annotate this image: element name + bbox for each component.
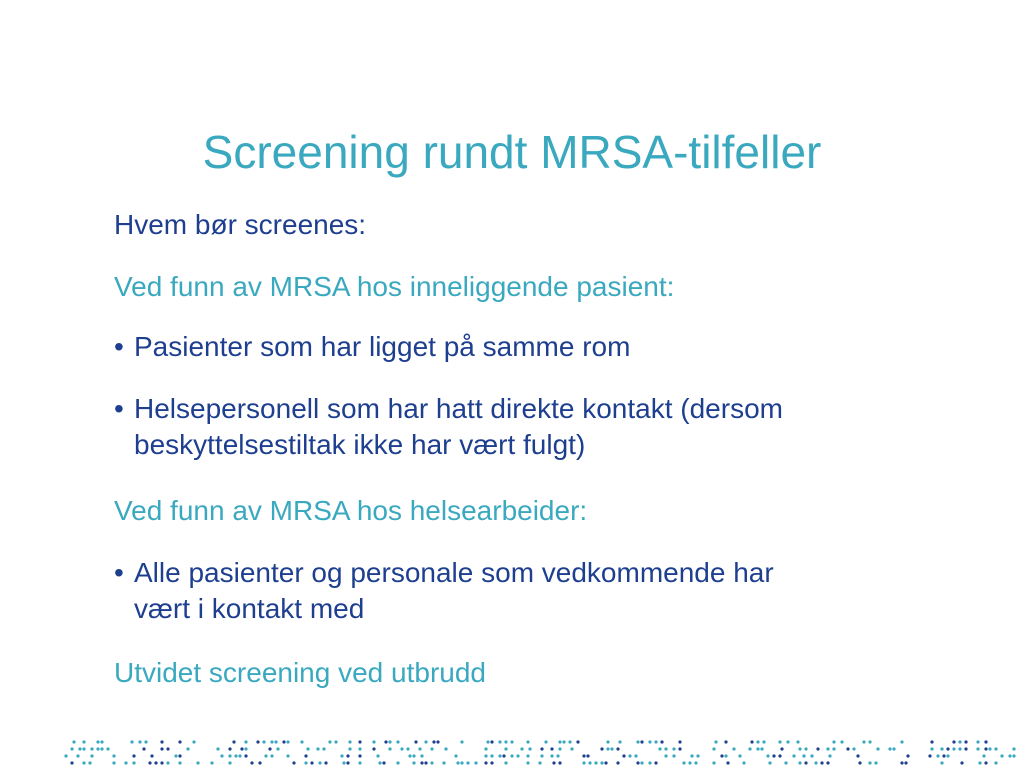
decorative-dot bbox=[874, 761, 877, 764]
decorative-dot bbox=[348, 747, 351, 750]
decorative-dot bbox=[498, 754, 501, 757]
decorative-dot bbox=[778, 754, 781, 757]
decorative-dot bbox=[742, 761, 745, 764]
decorative-dot bbox=[858, 761, 861, 764]
bullet-health-personnel bbox=[114, 391, 783, 463]
decorative-dot bbox=[282, 740, 285, 743]
decorative-dot bbox=[460, 761, 463, 764]
decorative-dot bbox=[712, 747, 715, 750]
decorative-dot bbox=[766, 754, 769, 757]
decorative-dot bbox=[952, 747, 955, 750]
slide-title: Screening rundt MRSA-tilfeller bbox=[202, 126, 822, 178]
decorative-dot bbox=[984, 747, 987, 750]
decorative-dot bbox=[1000, 754, 1003, 757]
decorative-dot bbox=[804, 761, 807, 764]
decorative-dot bbox=[382, 761, 385, 764]
decorative-dot bbox=[810, 754, 813, 757]
decorative-dot bbox=[798, 747, 801, 750]
decorative-dot bbox=[106, 747, 109, 750]
decorative-dot bbox=[388, 747, 391, 750]
decorative-dot bbox=[420, 761, 423, 764]
decorative-dot bbox=[420, 754, 423, 757]
decorative-dot bbox=[660, 740, 663, 743]
decorative-dot bbox=[502, 754, 505, 757]
decorative-dot bbox=[490, 761, 493, 764]
decorative-dot bbox=[160, 740, 163, 743]
decorative-dot bbox=[672, 747, 675, 750]
decorative-dot bbox=[504, 761, 507, 764]
decorative-dot bbox=[124, 761, 127, 764]
decorative-dot bbox=[250, 761, 253, 764]
decorative-dot bbox=[928, 754, 931, 757]
decorative-dot bbox=[994, 747, 997, 750]
decorative-dot bbox=[418, 747, 421, 750]
decorative-dot bbox=[166, 747, 169, 750]
decorative-dot bbox=[436, 740, 439, 743]
decorative-dot bbox=[762, 740, 765, 743]
decorative-dot bbox=[100, 747, 103, 750]
decorative-dot bbox=[358, 754, 361, 757]
decorative-dot bbox=[694, 761, 697, 764]
bullet-text-line1: Helsepersonell som har hatt direkte kontakt (dersom bbox=[134, 393, 783, 424]
decorative-dot bbox=[142, 747, 145, 750]
question-heading: Hvem bør screenes: bbox=[114, 209, 367, 240]
decorative-dot bbox=[748, 747, 751, 750]
decorative-dot bbox=[582, 761, 585, 764]
decorative-dot bbox=[90, 754, 93, 757]
decorative-dot bbox=[876, 747, 879, 750]
decorative-dot bbox=[682, 761, 685, 764]
decorative-dot bbox=[622, 754, 625, 757]
bullet-all-contacts bbox=[114, 555, 774, 627]
decorative-dot bbox=[606, 747, 609, 750]
decorative-dot bbox=[324, 761, 327, 764]
decorative-dot bbox=[424, 740, 427, 743]
decorative-dot bbox=[72, 740, 75, 743]
decorative-dot bbox=[664, 754, 667, 757]
decorative-dot bbox=[388, 740, 391, 743]
decorative-dot bbox=[852, 747, 855, 750]
decorative-dot bbox=[186, 747, 189, 750]
decorative-dot bbox=[504, 747, 507, 750]
decorative-dot bbox=[868, 740, 871, 743]
decorative-dot bbox=[274, 740, 277, 743]
decorative-dot bbox=[304, 754, 307, 757]
decorative-dot bbox=[466, 761, 469, 764]
decorative-dot bbox=[328, 740, 331, 743]
decorative-dot bbox=[528, 747, 531, 750]
decorative-dot bbox=[256, 740, 259, 743]
decorative-dot bbox=[888, 747, 891, 750]
decorative-dot bbox=[640, 740, 643, 743]
decorative-dot bbox=[946, 754, 949, 757]
decorative-dot bbox=[196, 761, 199, 764]
decorative-dot bbox=[160, 761, 163, 764]
decorative-dot bbox=[930, 747, 933, 750]
decorative-dot bbox=[484, 747, 487, 750]
decorative-dot bbox=[154, 761, 157, 764]
decorative-dot bbox=[270, 740, 273, 743]
decorative-dot bbox=[76, 754, 79, 757]
decorative-dot bbox=[270, 754, 273, 757]
decorative-dot bbox=[772, 754, 775, 757]
decorative-dot bbox=[372, 740, 375, 743]
decorative-dot bbox=[276, 747, 279, 750]
decorative-dot bbox=[636, 761, 639, 764]
decorative-dot bbox=[358, 761, 361, 764]
decorative-dot bbox=[178, 761, 181, 764]
decorative-dot bbox=[442, 761, 445, 764]
decorative-dot bbox=[594, 761, 597, 764]
decorative-dot bbox=[234, 754, 237, 757]
decorative-dot bbox=[510, 754, 513, 757]
decorative-dot bbox=[724, 754, 727, 757]
decorative-dot bbox=[832, 747, 835, 750]
decorative-dot bbox=[376, 754, 379, 757]
decorative-dot bbox=[484, 754, 487, 757]
decorative-dot bbox=[804, 747, 807, 750]
decorative-dot bbox=[570, 747, 573, 750]
decorative-dot bbox=[96, 740, 99, 743]
decorative-dot bbox=[732, 747, 735, 750]
decorative-dot bbox=[408, 754, 411, 757]
bullet-glyph: • bbox=[114, 393, 124, 424]
decorative-dot bbox=[690, 754, 693, 757]
decorative-dot bbox=[82, 740, 85, 743]
decorative-dot bbox=[150, 754, 153, 757]
decorative-dot bbox=[984, 740, 987, 743]
decorative-dot bbox=[220, 754, 223, 757]
decorative-dot bbox=[306, 747, 309, 750]
decorative-dot bbox=[378, 761, 381, 764]
decorative-dot bbox=[540, 747, 543, 750]
decorative-dot bbox=[826, 747, 829, 750]
decorative-dot bbox=[474, 761, 477, 764]
decorative-dot bbox=[606, 740, 609, 743]
decorative-dot bbox=[292, 761, 295, 764]
decorative-dot bbox=[640, 761, 643, 764]
decorative-dot bbox=[610, 747, 613, 750]
decorative-dot bbox=[504, 740, 507, 743]
decorative-dot bbox=[526, 761, 529, 764]
decorative-dot bbox=[334, 740, 337, 743]
decorative-dot bbox=[906, 754, 909, 757]
decorative-dot-pattern bbox=[0, 738, 1024, 768]
decorative-dot bbox=[78, 747, 81, 750]
decorative-dot bbox=[1012, 754, 1015, 757]
decorative-dot bbox=[228, 754, 231, 757]
decorative-dot bbox=[526, 754, 529, 757]
decorative-dot bbox=[82, 747, 85, 750]
decorative-dot bbox=[244, 740, 247, 743]
bullet-text-line1: Alle pasienter og personale som vedkommende har bbox=[134, 557, 774, 588]
decorative-dot bbox=[490, 754, 493, 757]
decorative-dot bbox=[372, 747, 375, 750]
decorative-dot bbox=[210, 761, 213, 764]
decorative-dot bbox=[516, 754, 519, 757]
decorative-dot bbox=[714, 740, 717, 743]
decorative-dot bbox=[976, 747, 979, 750]
decorative-dot bbox=[792, 754, 795, 757]
decorative-dot bbox=[384, 740, 387, 743]
decorative-dot bbox=[244, 754, 247, 757]
decorative-dot bbox=[960, 761, 963, 764]
decorative-dot bbox=[568, 740, 571, 743]
decorative-dot bbox=[964, 747, 967, 750]
decorative-dot bbox=[768, 761, 771, 764]
decorative-dot bbox=[648, 740, 651, 743]
decorative-dot bbox=[144, 740, 147, 743]
bullet-text-line2: beskyttelsestiltak ikke har vært fulgt) bbox=[134, 429, 586, 460]
decorative-dot bbox=[616, 747, 619, 750]
decorative-dot bbox=[678, 740, 681, 743]
decorative-dot bbox=[936, 754, 939, 757]
decorative-dot bbox=[340, 754, 343, 757]
decorative-dot bbox=[486, 740, 489, 743]
decorative-dot bbox=[826, 761, 829, 764]
decorative-dot bbox=[510, 740, 513, 743]
decorative-dot bbox=[658, 747, 661, 750]
section-heading-health-worker: Ved funn av MRSA hos helsearbeider: bbox=[114, 495, 588, 526]
decorative-dot bbox=[636, 740, 639, 743]
decorative-dot bbox=[358, 747, 361, 750]
decorative-dot bbox=[286, 740, 289, 743]
decorative-dot bbox=[348, 740, 351, 743]
decorative-dot bbox=[550, 747, 553, 750]
decorative-dot bbox=[600, 747, 603, 750]
decorative-dot bbox=[112, 761, 115, 764]
decorative-dot bbox=[648, 761, 651, 764]
decorative-dot bbox=[238, 754, 241, 757]
decorative-dot bbox=[892, 747, 895, 750]
decorative-dot bbox=[904, 761, 907, 764]
decorative-dot bbox=[654, 740, 657, 743]
decorative-dot bbox=[430, 761, 433, 764]
decorative-dot bbox=[406, 747, 409, 750]
decorative-dot bbox=[634, 754, 637, 757]
decorative-dot bbox=[672, 754, 675, 757]
decorative-dot bbox=[750, 740, 753, 743]
decorative-dot bbox=[396, 761, 399, 764]
decorative-dot bbox=[832, 740, 835, 743]
decorative-dot bbox=[724, 740, 727, 743]
decorative-dot bbox=[558, 740, 561, 743]
decorative-dot bbox=[588, 761, 591, 764]
decorative-dot bbox=[178, 740, 181, 743]
decorative-dot bbox=[310, 761, 313, 764]
decorative-dot bbox=[396, 740, 399, 743]
decorative-dot bbox=[988, 747, 991, 750]
decorative-dot bbox=[958, 747, 961, 750]
decorative-dot bbox=[756, 740, 759, 743]
decorative-dot bbox=[978, 761, 981, 764]
decorative-dot bbox=[958, 740, 961, 743]
decorative-dot bbox=[444, 747, 447, 750]
decorative-dot bbox=[964, 740, 967, 743]
decorative-dot bbox=[456, 761, 459, 764]
decorative-dot bbox=[1008, 754, 1011, 757]
decorative-dot bbox=[174, 754, 177, 757]
decorative-dot bbox=[70, 747, 73, 750]
decorative-dot bbox=[88, 761, 91, 764]
decorative-dot bbox=[982, 754, 985, 757]
decorative-dot bbox=[586, 754, 589, 757]
decorative-dot bbox=[82, 761, 85, 764]
decorative-dot bbox=[952, 740, 955, 743]
decorative-dot bbox=[900, 761, 903, 764]
decorative-dot bbox=[930, 740, 933, 743]
decorative-dot bbox=[112, 754, 115, 757]
decorative-dot bbox=[778, 740, 781, 743]
decorative-dot bbox=[756, 747, 759, 750]
decorative-dot bbox=[618, 740, 621, 743]
decorative-dot bbox=[228, 761, 231, 764]
bullet-glyph: • bbox=[114, 557, 124, 588]
decorative-dot bbox=[802, 754, 805, 757]
decorative-dot bbox=[268, 747, 271, 750]
decorative-dot bbox=[228, 747, 231, 750]
decorative-dot bbox=[316, 747, 319, 750]
decorative-dot bbox=[138, 740, 141, 743]
decorative-dot bbox=[96, 747, 99, 750]
decorative-dot bbox=[820, 761, 823, 764]
decorative-dot bbox=[484, 761, 487, 764]
decorative-dot bbox=[796, 740, 799, 743]
decorative-dot bbox=[550, 754, 553, 757]
decorative-dot bbox=[600, 761, 603, 764]
decorative-dot bbox=[940, 747, 943, 750]
decorative-dot bbox=[490, 740, 493, 743]
decorative-dot bbox=[840, 740, 843, 743]
decorative-dot bbox=[64, 754, 67, 757]
decorative-dot bbox=[132, 761, 135, 764]
decorative-dot bbox=[244, 747, 247, 750]
decorative-dot bbox=[942, 754, 945, 757]
decorative-dot bbox=[856, 754, 859, 757]
bullet-same-room bbox=[114, 329, 630, 365]
decorative-dot bbox=[900, 740, 903, 743]
decorative-dot bbox=[862, 740, 865, 743]
decorative-dot bbox=[538, 761, 541, 764]
decorative-dot bbox=[664, 747, 667, 750]
decorative-dot bbox=[454, 754, 457, 757]
bullet-text: Pasienter som har ligget på samme rom bbox=[134, 331, 631, 362]
decorative-dot bbox=[100, 740, 103, 743]
decorative-dot bbox=[358, 740, 361, 743]
decorative-dot bbox=[558, 761, 561, 764]
decorative-dot bbox=[232, 740, 235, 743]
decorative-dot bbox=[70, 761, 73, 764]
decorative-dot bbox=[798, 761, 801, 764]
decorative-dot bbox=[868, 761, 871, 764]
decorative-dot bbox=[240, 747, 243, 750]
decorative-dot bbox=[262, 740, 265, 743]
decorative-dot bbox=[526, 740, 529, 743]
decorative-dot bbox=[414, 740, 417, 743]
decorative-dot bbox=[424, 761, 427, 764]
decorative-dot bbox=[300, 740, 303, 743]
decorative-dot bbox=[558, 747, 561, 750]
decorative-dot bbox=[412, 761, 415, 764]
decorative-dot bbox=[846, 747, 849, 750]
decorative-dot bbox=[342, 761, 345, 764]
decorative-dot bbox=[430, 747, 433, 750]
decorative-dot bbox=[498, 740, 501, 743]
decorative-dot bbox=[616, 761, 619, 764]
decorative-dot bbox=[192, 740, 195, 743]
decorative-dot bbox=[318, 761, 321, 764]
decorative-dot bbox=[712, 761, 715, 764]
decorative-dot bbox=[628, 754, 631, 757]
decorative-dot bbox=[556, 754, 559, 757]
decorative-dot bbox=[994, 761, 997, 764]
decorative-dot bbox=[786, 740, 789, 743]
decorative-dot bbox=[828, 754, 831, 757]
decorative-dot bbox=[304, 761, 307, 764]
decorative-dot bbox=[562, 740, 565, 743]
decorative-dot bbox=[286, 754, 289, 757]
decorative-dot bbox=[412, 754, 415, 757]
decorative-dot bbox=[552, 761, 555, 764]
decorative-dot bbox=[940, 761, 943, 764]
decorative-dot bbox=[166, 761, 169, 764]
decorative-dot bbox=[400, 747, 403, 750]
decorative-dot bbox=[604, 761, 607, 764]
decorative-dot bbox=[160, 747, 163, 750]
decorative-dot bbox=[1012, 747, 1015, 750]
decorative-dot bbox=[520, 747, 523, 750]
decorative-dot bbox=[696, 754, 699, 757]
decorative-dot bbox=[130, 740, 133, 743]
decorative-dot bbox=[432, 740, 435, 743]
decorative-dot bbox=[984, 761, 987, 764]
decorative-dot bbox=[264, 754, 267, 757]
decorative-dot bbox=[976, 740, 979, 743]
decorative-dot bbox=[816, 747, 819, 750]
decorative-dot bbox=[760, 747, 763, 750]
decorative-dot bbox=[688, 761, 691, 764]
decorative-dot bbox=[576, 740, 579, 743]
decorative-dot bbox=[216, 747, 219, 750]
decorative-dot bbox=[460, 740, 463, 743]
decorative-dot bbox=[678, 747, 681, 750]
decorative-dot bbox=[178, 754, 181, 757]
decorative-dot bbox=[814, 761, 817, 764]
bullet-glyph: • bbox=[114, 331, 124, 362]
decorative-dot bbox=[720, 754, 723, 757]
decorative-dot bbox=[540, 754, 543, 757]
decorative-dot bbox=[738, 754, 741, 757]
bullet-text-line2: vært i kontakt med bbox=[134, 593, 365, 624]
decorative-dot bbox=[346, 761, 349, 764]
decorative-dot bbox=[654, 761, 657, 764]
decorative-dot bbox=[946, 747, 949, 750]
decorative-dot bbox=[346, 754, 349, 757]
decorative-dot bbox=[582, 754, 585, 757]
section-heading-outbreak: Utvidet screening ved utbrudd bbox=[114, 657, 486, 688]
section-heading-inpatient: Ved funn av MRSA hos inneliggende pasient: bbox=[114, 271, 675, 302]
decorative-dot bbox=[784, 761, 787, 764]
decorative-dot bbox=[544, 740, 547, 743]
decorative-dot bbox=[780, 747, 783, 750]
decorative-dot bbox=[258, 761, 261, 764]
decorative-dot bbox=[726, 761, 729, 764]
decorative-dot bbox=[148, 761, 151, 764]
decorative-dot bbox=[90, 747, 93, 750]
decorative-dot bbox=[132, 754, 135, 757]
decorative-dot bbox=[322, 747, 325, 750]
